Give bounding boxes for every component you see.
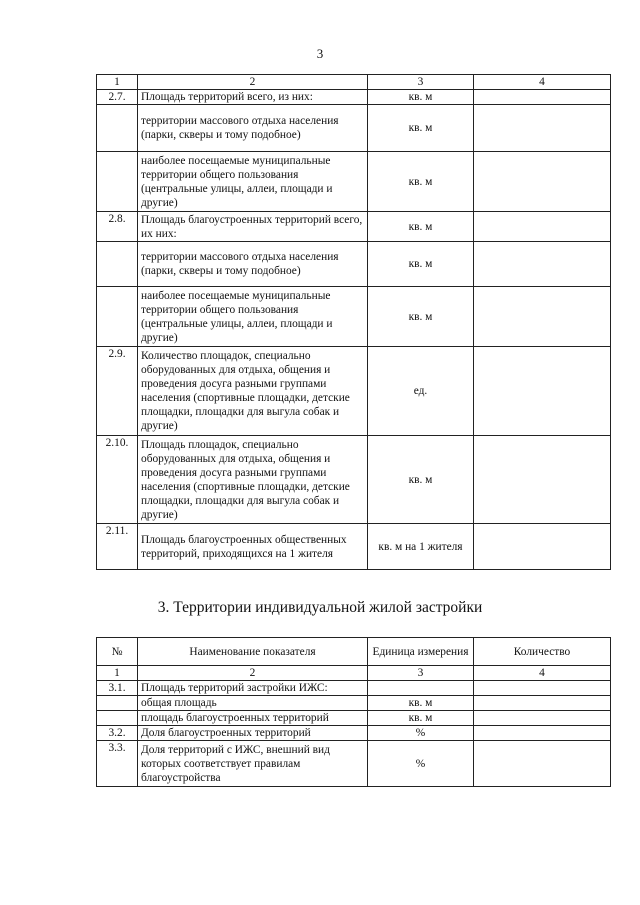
row-number: 2.7. xyxy=(97,90,138,105)
indicator-name: площадь благоустроенных территорий xyxy=(138,711,368,726)
row-number: 2.8. xyxy=(97,212,138,242)
page-number: 3 xyxy=(316,46,324,61)
unit-cell: кв. м xyxy=(368,287,474,347)
unit-cell xyxy=(368,681,474,696)
unit-cell: кв. м xyxy=(368,711,474,726)
indicator-name: Количество площадок, специально оборудованных для отдыха, общения и проведения досуга разными группами населения (спортивные площадки, детские площадки, площадки для выгула собак и другие) xyxy=(138,347,368,436)
indicators-table-continued xyxy=(96,74,611,570)
row-number xyxy=(97,152,138,212)
indicator-name: территории массового отдыха населения (парки, скверы и тому подобное) xyxy=(138,105,368,152)
table-row xyxy=(97,741,611,787)
column-number-row xyxy=(97,75,611,90)
table-row xyxy=(97,524,611,570)
table-row xyxy=(97,711,611,726)
header-number: № xyxy=(97,638,138,666)
row-number: 2.10. xyxy=(97,436,138,524)
table-row xyxy=(97,287,611,347)
indicator-name: Площадь благоустроенных общественных территорий, приходящихся на 1 жителя xyxy=(138,524,368,570)
header-unit: Единица измерения xyxy=(368,638,474,666)
column-number-1: 1 xyxy=(97,666,138,681)
individual-housing-table xyxy=(96,637,611,787)
quantity-cell xyxy=(474,741,611,787)
table-row xyxy=(97,681,611,696)
unit-cell: кв. м xyxy=(368,90,474,105)
indicator-name: Доля территорий с ИЖС, внешний вид которых соответствует правилам благоустройства xyxy=(138,741,368,787)
quantity-cell xyxy=(474,726,611,741)
unit-cell: кв. м xyxy=(368,212,474,242)
table-row xyxy=(97,105,611,152)
table-row xyxy=(97,212,611,242)
indicator-name: наиболее посещаемые муниципальные территории общего пользования (центральные улицы, аллеи, площади и другие) xyxy=(138,152,368,212)
column-number-3: 3 xyxy=(368,666,474,681)
quantity-cell xyxy=(474,711,611,726)
row-number: 3.1. xyxy=(97,681,138,696)
unit-cell: % xyxy=(368,741,474,787)
column-number-4: 4 xyxy=(474,666,611,681)
indicator-name: Площадь благоустроенных территорий всего, их них: xyxy=(138,212,368,242)
quantity-cell xyxy=(474,105,611,152)
row-number: 2.9. xyxy=(97,347,138,436)
quantity-cell xyxy=(474,681,611,696)
unit-cell: кв. м xyxy=(368,696,474,711)
row-number: 2.11. xyxy=(97,524,138,570)
indicator-name: общая площадь xyxy=(138,696,368,711)
quantity-cell xyxy=(474,212,611,242)
column-number-3: 3 xyxy=(368,75,474,90)
column-number-row xyxy=(97,666,611,681)
indicator-name: Доля благоустроенных территорий xyxy=(138,726,368,741)
header-quantity: Количество xyxy=(474,638,611,666)
row-number: 3.3. xyxy=(97,741,138,787)
unit-cell: ед. xyxy=(368,347,474,436)
column-number-1: 1 xyxy=(97,75,138,90)
column-number-4: 4 xyxy=(474,75,611,90)
indicator-name: Площадь площадок, специально оборудованных для отдыха, общения и проведения досуга разными группами населения (спортивные площадки, детские площадки, площадки для выгула собак и другие) xyxy=(138,436,368,524)
unit-cell: % xyxy=(368,726,474,741)
table-row xyxy=(97,347,611,436)
indicator-name: территории массового отдыха населения (парки, скверы и тому подобное) xyxy=(138,242,368,287)
quantity-cell xyxy=(474,696,611,711)
table-row xyxy=(97,696,611,711)
unit-cell: кв. м xyxy=(368,152,474,212)
quantity-cell xyxy=(474,436,611,524)
quantity-cell xyxy=(474,90,611,105)
table-row xyxy=(97,726,611,741)
section-title: 3. Территории индивидуальной жилой застройки xyxy=(157,599,483,616)
quantity-cell xyxy=(474,524,611,570)
unit-cell: кв. м на 1 жителя xyxy=(368,524,474,570)
table-row xyxy=(97,90,611,105)
table-row xyxy=(97,242,611,287)
unit-cell: кв. м xyxy=(368,436,474,524)
quantity-cell xyxy=(474,242,611,287)
indicator-name: Площадь территорий застройки ИЖС: xyxy=(138,681,368,696)
table-row xyxy=(97,436,611,524)
indicator-name: наиболее посещаемые муниципальные территории общего пользования (центральные улицы, аллеи, площади и другие) xyxy=(138,287,368,347)
quantity-cell xyxy=(474,287,611,347)
quantity-cell xyxy=(474,347,611,436)
row-number xyxy=(97,711,138,726)
header-row xyxy=(97,638,611,666)
row-number xyxy=(97,287,138,347)
column-number-2: 2 xyxy=(138,666,368,681)
quantity-cell xyxy=(474,152,611,212)
unit-cell: кв. м xyxy=(368,242,474,287)
header-indicator-name: Наименование показателя xyxy=(138,638,368,666)
indicator-name: Площадь территорий всего, из них: xyxy=(138,90,368,105)
table-row xyxy=(97,152,611,212)
row-number xyxy=(97,105,138,152)
row-number: 3.2. xyxy=(97,726,138,741)
unit-cell: кв. м xyxy=(368,105,474,152)
row-number xyxy=(97,696,138,711)
row-number xyxy=(97,242,138,287)
column-number-2: 2 xyxy=(138,75,368,90)
